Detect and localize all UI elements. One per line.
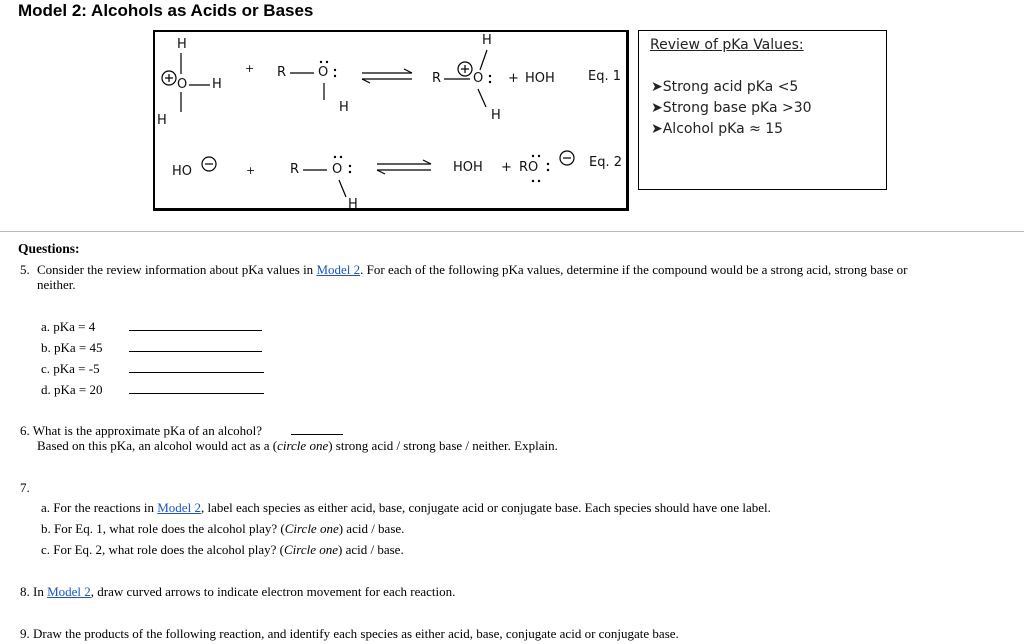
eq2-label: Eq. 2 <box>589 155 623 170</box>
page-title: Model 2: Alcohols as Acids or Bases <box>18 1 314 20</box>
review-item-alcohol: ➤Alcohol pKa ≈ 15 <box>651 121 784 137</box>
eq1-r-h: H <box>339 100 349 115</box>
q5-number: 5. <box>20 262 30 277</box>
eq1-prod-h-bottom: H <box>491 108 501 123</box>
eq2-r-h: H <box>348 197 358 212</box>
q9: 9. Draw the products of the following reaction, and identify each species as either acid, base, conjugate acid or conjugate base. <box>20 626 679 641</box>
model-2-link[interactable]: Model 2 <box>47 584 91 599</box>
review-title: Review of pKa Values: <box>650 37 804 53</box>
q8: 8. In Model 2, draw curved arrows to indicate electron movement for each reaction. <box>20 584 456 599</box>
eq2-water: HOH <box>453 160 483 175</box>
q5-item-d: d. pKa = 20 <box>41 382 103 397</box>
eq1-r: R <box>277 65 287 80</box>
eq2-ro: RO <box>519 160 539 175</box>
q7-a: a. For the reactions in Model 2, label each species as either acid, base, conjugate acid or conjugate base. Each species should have one label. <box>41 500 771 515</box>
eq1-h-right: H <box>212 77 222 92</box>
eq1-water: HOH <box>525 71 555 86</box>
q7-b: b. For Eq. 1, what role does the alcohol play? (Circle one) acid / base. <box>41 521 405 536</box>
review-item-strong-base: ➤Strong base pKa >30 <box>651 100 812 116</box>
q6-answer-blank[interactable] <box>291 434 343 435</box>
eq1-plus2: + <box>508 71 519 86</box>
eq2-ho: HO <box>172 164 193 179</box>
eq2-r-o: O <box>332 162 343 177</box>
q7-c: c. For Eq. 2, what role does the alcohol play? (Circle one) acid / base. <box>41 542 404 557</box>
model-2-link[interactable]: Model 2 <box>157 500 201 515</box>
q5-answer-blank-d[interactable] <box>129 393 264 394</box>
eq1-h-bottom: H <box>157 113 167 128</box>
eq1-label: Eq. 1 <box>588 69 622 84</box>
eq1-prod-h-top: H <box>482 33 492 48</box>
eq2-plus2: + <box>501 160 512 175</box>
q7-number: 7. <box>20 480 30 495</box>
model-2-link[interactable]: Model 2 <box>316 262 361 277</box>
q6-line1: 6. What is the approximate pKa of an alcohol? <box>20 423 262 438</box>
q5-text-line2: neither. <box>37 277 76 292</box>
q5-item-b: b. pKa = 45 <box>41 340 103 355</box>
eq1-plus: + <box>245 62 255 75</box>
q5-item-a: a. pKa = 4 <box>41 319 96 334</box>
eq1-prod-o: O <box>473 71 484 86</box>
eq1-prod-r: R <box>432 71 442 86</box>
q5-answer-blank-b[interactable] <box>129 351 262 352</box>
review-item-strong-acid: ➤Strong acid pKa <5 <box>651 79 799 95</box>
q5-answer-blank-a[interactable] <box>129 330 262 331</box>
eq1-r-o: O <box>318 65 329 80</box>
divider <box>0 231 1024 232</box>
q5-text: Consider the review information about pKa values in Model 2. For each of the following pKa values, determine if the compound would be a strong acid, strong base or <box>37 262 908 277</box>
q5-item-c: c. pKa = -5 <box>41 361 100 376</box>
eq1-o: O <box>177 77 188 92</box>
questions-heading: Questions: <box>18 241 80 256</box>
eq1-h-top: H <box>177 37 187 52</box>
q6-line2: Based on this pKa, an alcohol would act as a (circle one) strong acid / strong base / neither. Explain. <box>37 438 558 453</box>
eq2-r: R <box>290 162 300 177</box>
q5-answer-blank-c[interactable] <box>129 372 264 373</box>
eq2-plus: + <box>246 164 256 177</box>
